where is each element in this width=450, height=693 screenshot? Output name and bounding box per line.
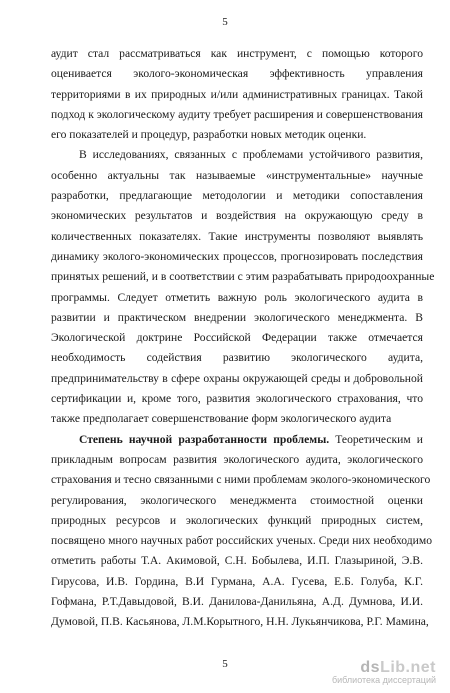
text-line: разработки, предлагающие методологии и методики сопоставления bbox=[51, 189, 423, 203]
text-line: прикладным вопросам развития экологического аудита, экологического bbox=[51, 452, 423, 466]
text-line: страхования и тесно связанными с ними проблемам эколого-экономического bbox=[51, 473, 431, 487]
text-line: предпринимательству в сфере охраны окружающей среды и добровольной bbox=[51, 371, 423, 385]
text-line: природных ресурсов и экологических функций природных систем, bbox=[51, 513, 423, 527]
text-line: сертификации и, кроме того, развития экологического страхования, что bbox=[51, 392, 423, 406]
paragraph-3 bbox=[51, 430, 433, 633]
text-line: Гирусова, И.В. Гордина, В.И Гурмана, А.А. Гусева, Е.Б. Голуба, К.Г. bbox=[51, 574, 423, 588]
text-line: отметить работы Т.А. Акимовой, С.Н. Бобылева, И.П. Глазыриной, Э.В. bbox=[51, 554, 423, 568]
section-heading: Степень научной разработанности проблемы. bbox=[79, 432, 330, 446]
paragraph-2 bbox=[51, 145, 435, 429]
text-line: динамику эколого-экономических процессов, прогнозировать последствия bbox=[51, 249, 423, 263]
body-text bbox=[51, 44, 435, 633]
watermark-logo-ds: ds bbox=[360, 659, 381, 676]
watermark-logo-rest: Lib.net bbox=[380, 659, 436, 676]
text-span: Теоретическим и bbox=[329, 432, 424, 446]
text-line: особенно актуальны так называемые «инструментальные» научные bbox=[51, 168, 423, 182]
text-line: Гофмана, Р.Т.Давыдовой, В.И. Данилова-Данильяна, А.Д. Думнова, И.И. bbox=[51, 595, 423, 609]
text-line: также предполагает совершенствование форм экологического аудита bbox=[51, 412, 392, 426]
page-number-bottom: 5 bbox=[222, 658, 228, 670]
text-line: территориями в их природных и/или административных границах. Такой bbox=[51, 87, 423, 101]
watermark bbox=[296, 659, 436, 685]
text-line: подход к экологическому аудиту требует расширения и совершенствования bbox=[51, 107, 423, 121]
text-line: его показателей и процедур, разработки новых методик оценки. bbox=[51, 128, 367, 142]
paragraph-1 bbox=[51, 44, 423, 145]
text-line: принятых решений, и в соответствии с этим разрабатывать природоохранные bbox=[51, 270, 435, 284]
text-line: Думовой, П.В. Касьянова, Л.М.Корытного, Н.Н. Лукьянчикова, Р.Г. Мамина, bbox=[51, 615, 429, 629]
text-line: посвящено много научных работ российских ученых. Среди них необходимо bbox=[51, 534, 433, 548]
watermark-subtitle: библиотека диссертаций bbox=[331, 675, 436, 685]
text-line: экономических результатов и воздействия на окружающую среду в bbox=[51, 209, 423, 223]
page-number-top: 5 bbox=[222, 16, 228, 28]
text-line: развитии и практическом внедрении экологического менеджмента. В bbox=[51, 310, 423, 324]
text-line: регулирования, экологического менеджмента стоимостной оценки bbox=[51, 493, 423, 507]
text-line: аудит стал рассматриваться как инструмент, с помощью которого bbox=[51, 47, 423, 60]
text-line bbox=[51, 430, 423, 450]
text-line: Экологической доктрине Российской Федерации также отмечается bbox=[51, 331, 423, 345]
text-line: программы. Следует отметить важную роль экологического аудита в bbox=[51, 290, 423, 304]
text-line: оценивается эколого-экономическая эффективность управления bbox=[51, 67, 423, 81]
text-line: В исследованиях, связанных с проблемами устойчивого развития, bbox=[79, 148, 423, 162]
text-line: необходимость содействия развитию экологического аудита, bbox=[51, 351, 423, 365]
text-line: количественных показателях. Такие инструменты позволяют выявлять bbox=[51, 229, 423, 243]
